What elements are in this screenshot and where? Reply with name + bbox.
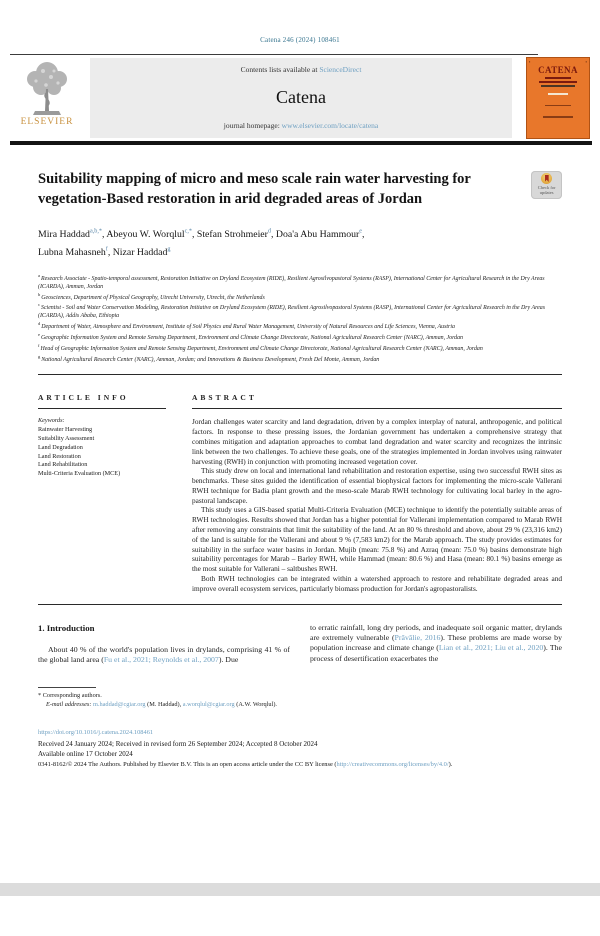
author-affil-marker[interactable]: g — [167, 245, 171, 253]
elsevier-wordmark: ELSEVIER — [20, 117, 74, 127]
author-affil-marker[interactable]: f — [105, 245, 108, 253]
abstract-panel — [192, 375, 562, 593]
cover-corner-mark: ▪ — [585, 59, 587, 64]
affiliation: $^d$Department of Water, Atmosphere and Environment, Institute of Soil Physics and Rural Water Management, University of Natural Resources and Life Sciences, Vienna, Austria — [38, 321, 455, 331]
intro-paragraph-right: to erratic rainfall, long dry periods, and inadequate soil organic matter, drylands are extremely vulnerable (Prăvălie, 2016). These problems are made worse by population increase and climate change (Lian et al., 2021; Liu et al., 2020). The process of desertification exacerbates the — [310, 622, 563, 663]
updates-circle-icon — [541, 173, 552, 184]
article-info-heading: ARTICLE INFO — [38, 393, 129, 403]
author-line-1 — [38, 225, 562, 242]
keyword: Rainwater Harvesting — [38, 426, 93, 434]
cover-decor-line — [541, 85, 575, 87]
affiliation: $^e$Geographic Information System and Remote Sensing Department, Environment and Climate Change Directorate, National Agricultural Research Center (NARC), Amman, Jordan — [38, 332, 463, 342]
available-online-line: Available online 17 October 2024 — [38, 749, 133, 758]
homepage-link[interactable]: www.elsevier.com/locate/catena — [281, 121, 379, 130]
citation-link[interactable]: Fu et al., 2021; Reynolds et al., 2007 — [103, 654, 219, 664]
corresponding-authors-line: * Corresponding authors. — [38, 692, 102, 700]
contents-line — [94, 65, 508, 74]
cover-decor-line — [545, 105, 571, 107]
email-link[interactable]: m.haddad@cgiar.org — [93, 700, 146, 708]
abstract-paragraph: Jordan challenges water scarcity and land degradation, driven by a complex interplay of natural, anthropogenic, and political factors. In response to these pressing issues, the Jordanian government has undertaken a comprehensive strategy that combines mitigation and adaptation approaches to combat land degradation and water scarcity and recognizes the intrinsic link between the two challenges. To achieve these goals, one of the strategies implemented in Jordan involves using rainwater harvesting (RWH) in conjunction with promoting increased vegetation cover. — [192, 417, 562, 466]
cover-decor-line — [548, 93, 568, 95]
abstract-paragraph: This study drew on local and international land rehabilitation and restoration expertise, using two successful RWH sites as benchmarks. These sites guided the identification of essential biophysical factors for implementing the micro-scale Vallerani RWH technique for Badia plant growth and the meso-scale Marab RWH technology for cultivating local barley in the agro-pastoral landscape. — [192, 466, 562, 505]
abstract-paragraph: Both RWH technologies can be integrated within a watershed approach to restore and rehabilitate degraded areas and improve overall ecosystem services, particularly biomass production for Jordan's agropastoralists. — [192, 574, 562, 593]
abstract-heading-rule — [192, 408, 562, 409]
keyword: Land Rehabilitation — [38, 461, 88, 469]
copyright-line: 0341-8162/© 2024 The Authors. Published by Elsevier B.V. This is an open access article under the CC BY license (http://creativecommons.org/licenses/by/4.0/). — [38, 761, 453, 769]
check-for-updates-badge[interactable] — [531, 171, 562, 199]
author-line-2 — [38, 242, 562, 259]
author: Nizar Haddad$^g$ — [112, 245, 171, 258]
author: Mira Haddad$^{a,b,*}$, — [38, 228, 107, 241]
author-list — [38, 225, 562, 260]
keyword: Multi-Criteria Evaluation (MCE) — [38, 470, 121, 478]
abstract-paragraph: This study uses a GIS-based spatial Multi-Criteria Evaluation (MCE) technique to identify the potentially suitable areas of RWH technologies. Results showed that Jordan has a higher potential for Vallerani implementation compared to Marab RWH after removing any constraints that limit the suitability of the land. At an 80 % threshold and above, about 29 % (23,316 km2) of the land is suitable for the Vallerani and about 9 % (7,583 km2) for the Marab approach. The study provides estimates for suitability in the surface water basins in Jordan. Mujib (mean: 75.8 %) and Azraq (mean: 75.0 %) basins demonstrate high suitability percentages for Marab – Barley RWH, while Hammad (mean: 80.6 %) and Hasa (mean: 80.1 %) basins emerge as the most suitable for Vallerani – saltbushes RWH. — [192, 505, 562, 574]
intro-left-column — [38, 623, 290, 710]
citation-link[interactable]: Lian et al., 2021; Liu et al., 2020 — [438, 643, 544, 653]
affiliation: $^c$Scientist - Soil and Water Conservation Modeling, Restoration Initiative on Dryland Ecosystem (RIDE), Resilient Agrosilvopastoral Systems (RASP), International Center for Agricultural Research in the Dry Areas (ICARDA), Addis Ababa, Ethiopia — [38, 302, 546, 320]
article-info-heading-rule — [38, 408, 166, 409]
citation-link[interactable]: Prăvălie, 2016 — [394, 632, 441, 642]
author-affil-marker[interactable]: a,b,* — [89, 228, 102, 235]
keyword: Land Restoration — [38, 452, 81, 460]
elsevier-tree-icon — [21, 59, 73, 119]
check-updates-label: Check for updates — [537, 185, 556, 195]
author: Doa'a Abu Hammour$^e$, — [275, 228, 365, 241]
cover-decor-line — [539, 81, 577, 83]
section-heading-introduction: 1. Introduction — [38, 622, 95, 633]
author-affil-marker[interactable]: c,* — [184, 228, 192, 235]
intro-right-column — [310, 623, 562, 710]
author: Lubna Mahasneh$^f$, — [38, 245, 113, 258]
corresponding-author-footnote — [38, 687, 290, 709]
homepage-line — [94, 121, 508, 130]
journal-citation-header[interactable]: Catena 246 (2024) 108461 — [260, 36, 340, 44]
elsevier-logo — [10, 57, 84, 139]
author-affil-marker[interactable]: e — [359, 228, 363, 235]
header-bottom-rule — [10, 141, 592, 145]
page-title: Suitability mapping of micro and meso scale rain water harvesting for vegetation-Based restoration in arid degraded areas of Jordan — [38, 171, 471, 207]
received-dates-line: Received 24 January 2024; Received in revised form 26 September 2024; Accepted 8 October 2024 — [38, 740, 318, 749]
author: Abeyou W. Worqlul$^{c,*}$, — [106, 228, 197, 241]
abstract-heading: ABSTRACT — [192, 393, 257, 403]
journal-name: Catena — [276, 87, 326, 107]
cover-decor-line — [545, 77, 571, 79]
journal-header — [10, 57, 590, 139]
author-affil-marker[interactable]: d — [267, 228, 271, 235]
homepage-prefix: journal homepage: — [223, 121, 282, 130]
cover-corner-mark: ▪ — [529, 59, 531, 64]
doi-link[interactable]: https://doi.org/10.1016/j.catena.2024.108461 — [38, 729, 154, 737]
email-addresses-line: E-mail addresses: m.haddad@cgiar.org (M. Haddad), a.worqlul@cgiar.org (A.W. Worqlul). — [46, 700, 277, 708]
keyword: Suitability Assessment — [38, 434, 95, 442]
sciencedirect-link[interactable]: ScienceDirect — [319, 65, 362, 74]
affiliation: $^a$Research Associate - Spatio-temporal assessment, Restoration Initiative on Dryland Ecosystem (RIDE), Resilient Agrosilvopastoral Systems (RASP), International Center for Agricultural Research in the Dry Areas (ICARDA), Amman, Jordan — [38, 272, 545, 290]
keywords-label: Keywords: — [38, 417, 65, 425]
author: Stefan Strohmeier$^d$, — [196, 228, 276, 241]
bookmark-icon — [545, 175, 549, 182]
contents-prefix: Contents lists available at — [240, 65, 320, 74]
cc-license-link[interactable]: http://creativecommons.org/licenses/by/4.0/ — [336, 761, 449, 769]
intro-paragraph-left: About 40 % of the world's population lives in drylands, comprising 41 % of the global land area (Fu et al., 2021; Reynolds et al., 2007). Due — [38, 644, 290, 664]
affiliation-list — [38, 272, 562, 365]
affiliation: $^b$Geosciences, Department of Physical Geography, Utrecht University, Utrecht, the Netherlands — [38, 291, 265, 301]
cover-title: CATENA — [538, 65, 578, 75]
abstract-bottom-rule — [38, 604, 562, 605]
footnote-rule — [38, 687, 96, 688]
keyword: Land Degradation — [38, 443, 83, 451]
page-gap — [0, 883, 600, 896]
header-top-rule — [10, 54, 538, 55]
affiliation: $^g$National Agricultural Research Center (NARC), Amman, Jordan; and Innovations & Business Development, Fresh Del Monte, Amman, Jordan — [38, 354, 380, 364]
journal-banner — [90, 58, 512, 138]
catena-cover-thumbnail[interactable] — [526, 57, 590, 139]
affiliation: $^f$Head of Geographic Information System and Remote Sensing Department, Environment and Climate Change Directorate, National Agricultural Research Center (NARC), Amman, Jordan — [38, 343, 483, 353]
cover-decor-line — [543, 116, 573, 118]
email-link[interactable]: a.worqlul@cgiar.org — [182, 700, 235, 708]
article-info-panel — [38, 375, 166, 593]
article-footer — [38, 729, 562, 768]
